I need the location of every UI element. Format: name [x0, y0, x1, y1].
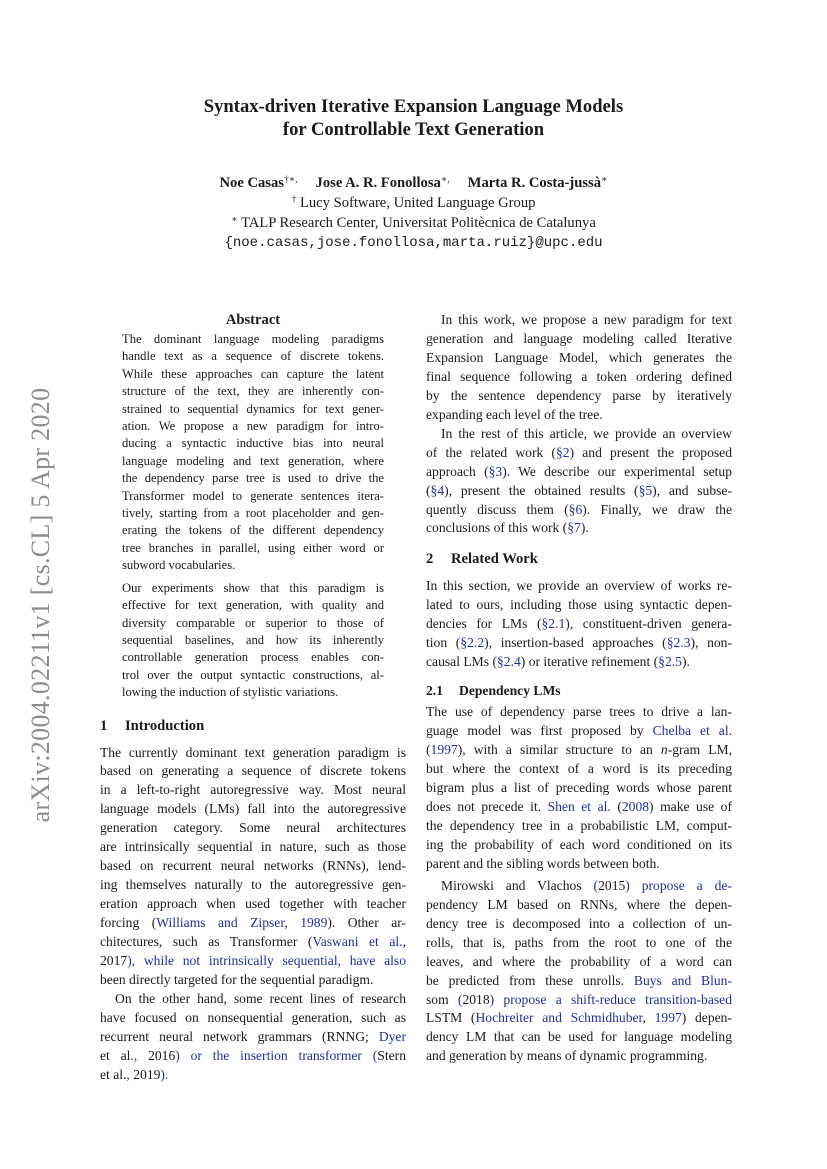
text-line: [100, 876, 406, 895]
text-line: the dependency parse tree is used to drive the: [122, 471, 384, 486]
text-line: [100, 857, 406, 876]
citation-link[interactable]: §3: [488, 463, 503, 479]
text-line: effective for text generation, with quality and: [122, 598, 384, 613]
text-line: [100, 1028, 406, 1047]
text-run: ,: [642, 1010, 655, 1026]
text-run: forcing (: [100, 915, 157, 931]
abstract-paragraph-1: [122, 331, 384, 575]
dependency-paragraph-2: [426, 877, 732, 1067]
text-line: [426, 1028, 732, 1047]
text-line: [426, 877, 732, 896]
text-run: ,: [284, 915, 301, 931]
text-run: LSTM (: [426, 1010, 476, 1026]
text-line: [100, 762, 406, 781]
text-line: The dominant language modeling paradigms: [122, 332, 384, 346]
text-line: trol over the output syntactic constructions, al-: [122, 667, 384, 682]
text-line: [426, 760, 732, 779]
text-line: [100, 952, 406, 971]
citation-link[interactable]: ) propose a de-: [625, 877, 732, 893]
text-run: In the rest of this article, we provide an overview: [441, 425, 732, 441]
citation-link[interactable]: 1989: [300, 915, 328, 931]
text-run: language models (LMs) fall into the autoregressive: [100, 801, 406, 817]
text-line: controllable generation process enables con-: [122, 650, 384, 665]
left-column: [100, 310, 406, 1085]
citation-link[interactable]: §5: [638, 482, 653, 498]
text-line: [426, 896, 732, 915]
citation-link[interactable]: §2.2: [460, 635, 485, 651]
text-run: be predicted from these unrolls.: [426, 972, 634, 988]
intro-paragraph-2: [100, 990, 406, 1085]
text-line: [100, 838, 406, 857]
text-line: [426, 915, 732, 934]
text-run: but where the context of a word is its preceding: [426, 761, 732, 777]
text-run: 2015: [598, 877, 626, 893]
text-run: pendency LM based on RNNs, where the depen-: [426, 896, 732, 912]
text-run: The use of dependency parse trees to drive a lan-: [426, 704, 732, 720]
text-line: While these approaches can capture the latent: [122, 366, 384, 381]
citation-link[interactable]: 1997: [430, 742, 458, 758]
text-run: ) or iterative refinement (: [520, 654, 659, 670]
section-heading-related-work: 2 Related Work: [426, 551, 538, 568]
author-names: [0, 173, 827, 193]
text-line: erating the tokens of the different dependency: [122, 523, 384, 538]
text-line: Our experiments show that this paradigm is: [122, 580, 384, 595]
text-run: of the related work (: [426, 444, 556, 460]
citation-link[interactable]: Chelba et al.: [652, 723, 732, 739]
text-run: lated to ours, including those using syntactic depen-: [426, 597, 732, 613]
text-run: et al.: [100, 1047, 134, 1063]
text-line: [426, 406, 732, 425]
text-line: ation. We propose a new paradigm for intro-: [122, 419, 384, 434]
author-emails: {noe.casas,jose.fonollosa,marta.ruiz}@upc.edu: [224, 235, 603, 251]
text-run: have focused on nonsequential generation, such as: [100, 1009, 406, 1025]
text-run: are intrinsically sequential in nature, such as those: [100, 839, 406, 855]
text-line: [100, 819, 406, 838]
text-run: dencies for LMs (: [426, 616, 542, 632]
citation-link[interactable]: Hochreiter and Schmidhuber: [475, 1010, 643, 1026]
citation-link[interactable]: §7: [567, 520, 581, 536]
text-run: In this work, we propose a new paradigm for text: [441, 312, 732, 327]
text-line: [426, 798, 732, 817]
citation-link[interactable]: §2.5: [658, 654, 682, 670]
text-line: strained to sequential dynamics for text gener-: [122, 401, 384, 416]
citation-link[interactable]: (: [448, 991, 463, 1007]
text-run: ), and subse-: [652, 482, 732, 498]
citation-link[interactable]: (: [581, 877, 599, 893]
text-run: The currently dominant text generation paradigm is: [100, 744, 406, 760]
text-line: [426, 387, 732, 406]
text-run: ) make use of: [649, 798, 732, 814]
text-run: recurrent neural network grammars (RNNG;: [100, 1028, 379, 1044]
text-run: leaves, and where the probability of a word can: [426, 953, 732, 969]
text-run: ing the probability of each word conditioned on its: [426, 836, 732, 852]
text-line: subword vocabularies.: [122, 558, 236, 573]
text-run: ,: [402, 934, 406, 950]
text-line: [426, 463, 732, 482]
text-line: [100, 1009, 406, 1028]
citation-link[interactable]: §2.4: [496, 654, 521, 670]
text-line: [426, 444, 732, 463]
text-line: handle text as a sequence of discrete tokens.: [122, 349, 384, 364]
text-line: [426, 972, 732, 991]
text-line: [426, 577, 732, 596]
text-line: [100, 914, 406, 933]
section-heading-introduction: 1 Introduction: [100, 717, 205, 734]
text-run: final sequence following a token ordering defined: [426, 368, 732, 384]
text-run: ). Other ar-: [327, 915, 407, 931]
dependency-paragraph-1: [426, 703, 732, 874]
text-line: [100, 800, 406, 819]
text-line: [426, 817, 732, 836]
text-line: [100, 1066, 406, 1085]
abstract-paragraph-2: [122, 580, 384, 702]
text-run: ).: [681, 654, 690, 670]
text-line: tively, starting from a root placeholder and gen-: [122, 506, 384, 521]
affiliation-1: † Lucy Software, United Language Group: [291, 195, 536, 211]
text-run: ), constituent-driven genera-: [565, 616, 732, 632]
citation-link[interactable]: §2.3: [666, 635, 691, 651]
text-run: (: [426, 742, 431, 758]
text-run: based on generating a sequence of discrete tokens: [100, 763, 406, 779]
citation-link[interactable]: §6: [568, 501, 583, 517]
text-line: sequential baselines, and how its inherently: [122, 632, 384, 647]
citation-link[interactable]: ), while not intrinsically sequential, have also: [127, 953, 406, 969]
citation-link[interactable]: §2: [555, 444, 570, 460]
text-run: ing themselves naturally to the autoregressive gen-: [100, 877, 406, 893]
text-line: [426, 634, 732, 653]
text-run: eration approach when used together with teacher: [100, 896, 406, 912]
text-line: [100, 781, 406, 800]
text-line: [100, 990, 406, 1009]
text-run: approach (: [426, 463, 489, 479]
text-line: diversity comparable or superior to those of: [122, 615, 384, 630]
author-3: Marta R. Costa-jussà∗: [467, 175, 608, 191]
author-block: [0, 173, 827, 253]
text-line: [426, 425, 732, 444]
text-line: [426, 501, 732, 520]
text-run: ), present the obtained results (: [444, 482, 639, 498]
text-run: ), insertion-based approaches (: [484, 635, 667, 651]
intro-paragraph-3: [426, 311, 732, 425]
text-run: Expansion Language Model, which generates the: [426, 349, 732, 365]
text-line: [426, 741, 732, 760]
text-run: som: [426, 991, 449, 1007]
text-line: [426, 349, 732, 368]
text-line: [426, 330, 732, 349]
text-run: ) depen-: [681, 1010, 732, 1026]
text-run: rolls, that is, paths from the root to one of the: [426, 934, 732, 950]
text-line: [426, 855, 732, 874]
text-run: 2018: [462, 991, 490, 1007]
citation-link[interactable]: ,: [126, 1066, 134, 1082]
text-line: [426, 519, 732, 538]
text-line: [426, 311, 732, 330]
right-column: [426, 310, 732, 1066]
text-run: ). Finally, we draw the: [582, 501, 732, 517]
text-line: [100, 895, 406, 914]
text-line: [100, 744, 406, 763]
text-line: [426, 482, 732, 501]
text-line: [426, 615, 732, 634]
abstract-heading: Abstract: [225, 312, 281, 328]
text-run: 2019: [133, 1066, 161, 1082]
text-run: 2017: [100, 953, 128, 969]
text-line: [426, 991, 732, 1010]
text-line: structure of the text, they are inherently con-: [122, 384, 384, 399]
title-line-1: Syntax-driven Iterative Expansion Language Models: [203, 96, 624, 117]
text-line: Transformer model to generate sentences itera-: [122, 488, 384, 503]
citation-link[interactable]: Shen et al.: [547, 798, 611, 814]
text-run: (: [610, 798, 622, 814]
intro-paragraph-1: [100, 744, 406, 990]
text-run: chitectures, such as Transformer (: [100, 934, 313, 950]
title-line-2: for Controllable Text Generation: [282, 119, 545, 140]
text-run: expanding each level of the tree.: [426, 406, 603, 422]
abstract-body: [100, 331, 406, 702]
text-line: [426, 653, 732, 672]
text-line: [426, 934, 732, 953]
text-run: guage model was first proposed by: [426, 723, 653, 739]
text-run: causal LMs (: [426, 654, 497, 670]
citation-link[interactable]: ) propose a shift-reduce transition-based: [489, 991, 732, 1007]
text-run: generation category. Some neural architectures: [100, 820, 406, 836]
text-line: [426, 779, 732, 798]
text-run: by the sentence dependency parse by iteratively: [426, 387, 732, 403]
citation-link[interactable]: Dyer: [378, 1028, 406, 1044]
related-paragraph-1: [426, 577, 732, 672]
text-run: On the other hand, some recent lines of research: [115, 990, 406, 1006]
text-run: ), with a similar structure to an: [457, 742, 661, 758]
text-line: lowing the induction of stylistic variations.: [122, 685, 339, 700]
paper-title: [0, 95, 827, 141]
text-line: tree branches in parallel, using either word or: [122, 540, 384, 555]
citation-link[interactable]: ).: [160, 1066, 169, 1082]
text-line: [100, 1047, 406, 1066]
text-line: [426, 722, 732, 741]
subsection-heading-dependency-lms: 2.1 Dependency LMs: [426, 683, 561, 699]
text-run: tion (: [426, 635, 461, 651]
text-run: dency tree is decomposed into a collection of un-: [426, 915, 732, 931]
text-run: generation and language modeling called Iterative: [426, 330, 732, 346]
text-run: (: [426, 482, 431, 498]
citation-link[interactable]: ,: [133, 1047, 149, 1063]
text-run: parent and the sibling words between both.: [426, 855, 660, 871]
text-line: [426, 596, 732, 615]
arxiv-stamp-text: arXiv:2004.02211v1 [cs.CL] 5 Apr 2020: [26, 387, 55, 823]
text-line: [426, 953, 732, 972]
text-run: the dependency tree in a probabilistic LM, comput-: [426, 817, 732, 833]
text-run: based on recurrent neural networks (RNNs), lend-: [100, 858, 406, 874]
text-run: ) and present the proposed: [569, 444, 732, 460]
author-1: Noe Casas†∗,: [219, 175, 298, 191]
text-run: 2016: [148, 1047, 176, 1063]
text-run: et al.: [100, 1066, 127, 1082]
citation-link[interactable]: 1997: [654, 1010, 682, 1026]
text-run: been directly targeted for the sequential paradigm.: [100, 971, 374, 987]
text-line: [100, 971, 406, 990]
intro-paragraph-4: [426, 425, 732, 539]
text-line: [426, 1009, 732, 1028]
author-2: Jose A. R. Fonollosa∗,: [315, 175, 450, 191]
affiliation-2: ∗ TALP Research Center, Universitat Politècnica de Catalunya: [231, 215, 596, 231]
text-line: ducing a syntactic inductive bias into neural: [122, 436, 384, 451]
citation-link[interactable]: Williams and Zipser: [156, 915, 285, 931]
text-line: [100, 933, 406, 952]
text-run: -gram LM,: [667, 742, 732, 758]
text-run: In this section, we provide an overview of works re-: [426, 578, 732, 594]
text-run: Stern: [377, 1047, 406, 1063]
text-run: bigram plus a list of preceding words whose parent: [426, 780, 732, 796]
citation-link[interactable]: Vaswani et al.: [312, 934, 403, 950]
citation-link[interactable]: §2.1: [541, 616, 566, 632]
text-line: [426, 703, 732, 722]
text-run: conclusions of this work (: [426, 520, 568, 536]
citation-link[interactable]: Buys and Blun-: [633, 972, 732, 988]
text-run: ), non-: [690, 635, 732, 651]
text-line: [426, 836, 732, 855]
text-run: in a left-to-right autoregressive way. Most neural: [100, 782, 406, 798]
text-run: quently discuss them (: [426, 501, 569, 517]
citation-link[interactable]: 2008: [621, 798, 650, 814]
text-run: does not precede it.: [426, 798, 548, 814]
citation-link[interactable]: §4: [430, 482, 445, 498]
text-run: ). We describe our experimental setup: [502, 463, 732, 479]
text-line: [426, 1047, 732, 1066]
text-run: Mirowski and Vlachos: [441, 877, 582, 893]
text-run: and generation by means of dynamic programming.: [426, 1048, 708, 1064]
text-run: ).: [580, 520, 589, 536]
text-line: language modeling and text generation, where: [122, 453, 384, 468]
math-symbol: n: [660, 742, 668, 758]
citation-link[interactable]: ) or the insertion transformer (: [175, 1047, 378, 1063]
text-run: dency LM that can be used for language modeling: [426, 1029, 732, 1045]
text-line: [426, 368, 732, 387]
